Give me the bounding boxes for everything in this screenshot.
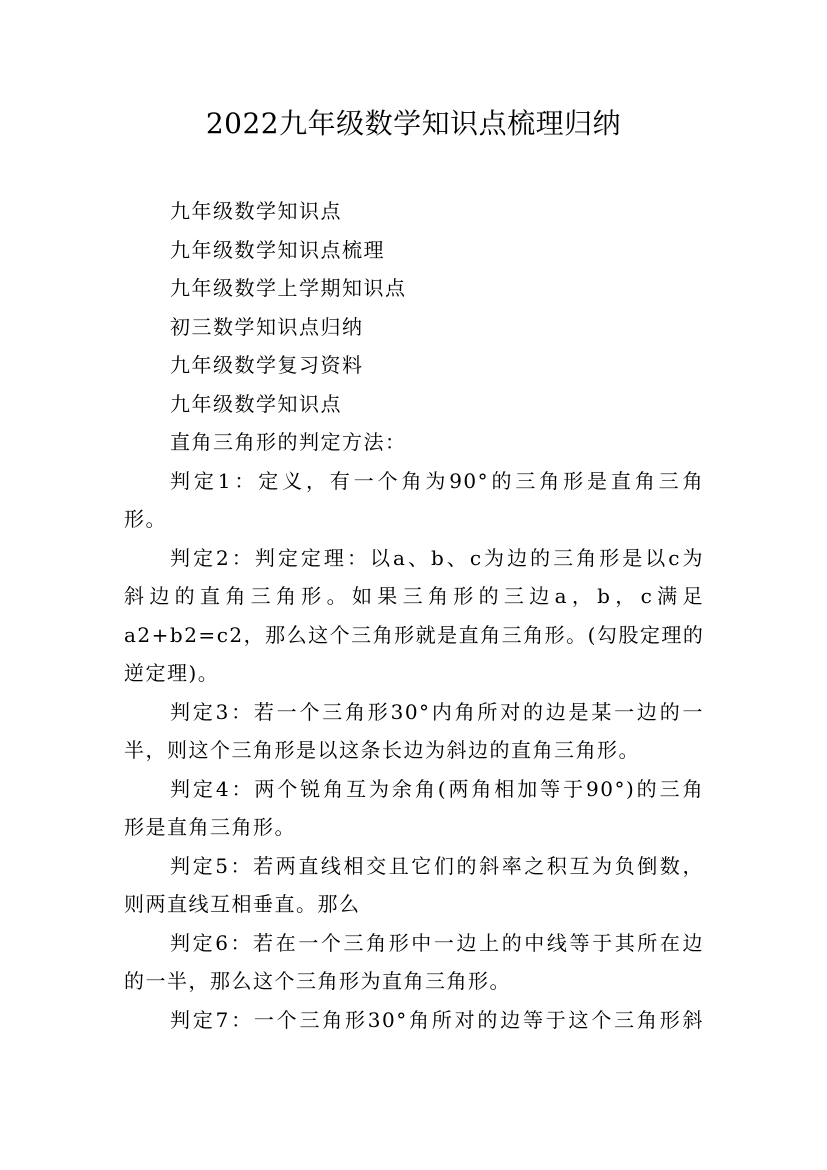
paragraph-line: 判定5：若两直线相交且它们的斜率之积互为负倒数，: [170, 853, 704, 878]
paragraph-line: 判定2：判定定理：以a、b、c为边的三角形是以c为: [170, 545, 704, 570]
document-body: [124, 192, 704, 1039]
document-title: 2022九年级数学知识点梳理归纳: [205, 107, 622, 140]
paragraph-line: 形是直角三角形。: [124, 815, 296, 839]
link-line: 初三数学知识点归纳: [170, 314, 364, 339]
link-line: 九年级数学知识点梳理: [170, 237, 385, 262]
paragraph-line: a2+b2=c2，那么这个三角形就是直角三角形。(勾股定理的: [124, 622, 705, 647]
intro-line: 直角三角形的判定方法：: [170, 430, 407, 454]
paragraph-line: 的一半，那么这个三角形为直角三角形。: [124, 969, 511, 993]
link-line: 九年级数学知识点: [170, 199, 342, 223]
paragraph-line: 判定4：两个锐角互为余角(两角相加等于90°)的三角: [170, 776, 704, 801]
paragraph-line: 斜边的直角三角形。如果三角形的三边a，b，c满足: [124, 584, 704, 608]
paragraph-line: 形。: [124, 507, 167, 531]
paragraph-line: 逆定理)。: [124, 661, 220, 685]
paragraph-line: 判定1：定义，有一个角为90°的三角形是直角三角: [170, 468, 704, 493]
paragraph-line: 判定3：若一个三角形30°内角所对的边是某一边的一: [170, 699, 704, 724]
paragraph-line: 则两直线互相垂直。那么: [124, 892, 361, 916]
link-line: 九年级数学复习资料: [170, 353, 364, 377]
link-line: 九年级数学上学期知识点: [170, 276, 407, 300]
paragraph-line: 判定7：一个三角形30°角所对的边等于这个三角形斜: [170, 1007, 704, 1032]
link-line: 九年级数学知识点: [170, 391, 342, 416]
paragraph-line: 判定6：若在一个三角形中一边上的中线等于其所在边: [170, 930, 704, 955]
paragraph-line: 半，则这个三角形是以这条长边为斜边的直角三角形。: [124, 738, 640, 762]
